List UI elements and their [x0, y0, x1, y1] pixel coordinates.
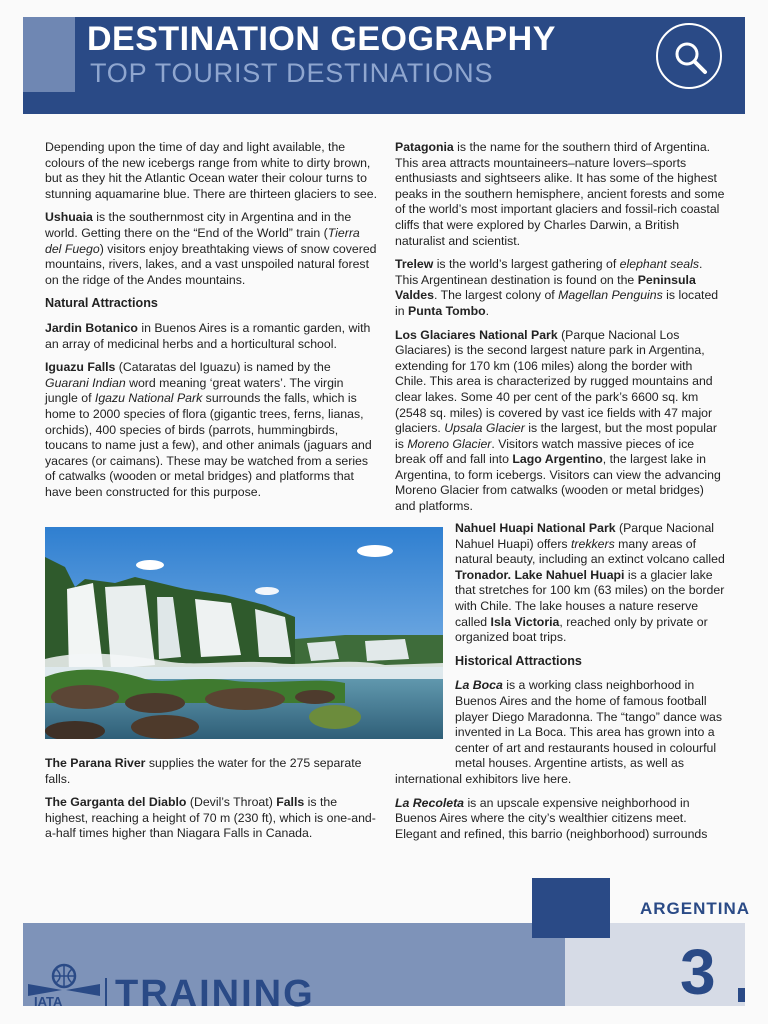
ushuaia-text: is the southernmost city in Argentina and in the world. Getting there on the “End of the World” train ( — [45, 210, 352, 240]
trelew-bold-2: Punta Tombo — [408, 303, 486, 318]
nahuel-text: (Parque Nacional Nahuel Huapi) offers — [455, 521, 715, 551]
iguazu-falls-photo — [45, 527, 443, 739]
trelew-text-5: . — [485, 303, 490, 318]
header-tab-accent — [23, 17, 75, 92]
patagonia-name: Patagonia — [395, 140, 454, 154]
natural-attractions-heading: Natural Attractions — [45, 296, 158, 311]
laboca-text: is a working class neighborhood in Buenos Aires and the home of famous football player Diego Maradonna. The “tango” dance was invented in La Boca. This area has grown into a center of art and restaurants housed in colourful metal houses. Argentine artists, as well as international exhibitors live here. — [395, 678, 723, 786]
jardin-paragraph — [45, 321, 377, 352]
right-column — [395, 140, 725, 523]
trelew-italic: elephant seals — [619, 257, 699, 272]
glaciares-name: Los Glaciares National Park — [395, 327, 558, 342]
left-column-lower — [45, 756, 377, 850]
jardin-text: in Buenos Aires is a romantic garden, with an array of medicinal herbs and a horticultural school. — [45, 320, 371, 351]
nahuel-bold-2: Isla Victoria — [490, 614, 560, 629]
glaciares-text: (Parque Nacional Los Glaciares) is the second largest nature park in Argentina, extending for 170 km (106 miles) along the border with Chile. This area is characterized by rugged mountains and clear lakes. Some 40 per cent of the park’s 6600 sq. km (2548 sq. miles) is covered by vast ice fields with 47 major glaciers. — [395, 327, 713, 436]
garganta-text: (Devil’s Throat) — [186, 795, 277, 810]
right-column-lower — [395, 521, 725, 850]
trelew-name: Trelew — [395, 257, 434, 272]
page-number: 3 — [680, 936, 716, 1008]
patagonia-text: is the name for the southern third of Argentina. This area attracts mountaineers–nature lovers–sports enthusiasts and sightseers alike. It has some of the highest peaks in the southern hemisphere, ancient forests and some of the world’s most important glaciers and fossil-rich coastal cliffs that were explored by Charles Darwin, a British naturalist and scientist. — [395, 140, 725, 248]
logo-divider — [105, 978, 107, 1006]
iceberg-paragraph: Depending upon the time of day and light available, the colours of the new icebergs range from white to dirty brown, but as they hit the Atlantic Ocean water their colour turns to stunning aquamarine blue. There are thirteen glaciers to see. — [45, 140, 377, 201]
trelew-paragraph — [395, 257, 725, 319]
footer-accent-square — [532, 878, 610, 938]
parana-text: supplies the water for the 275 separate falls. — [45, 756, 362, 786]
patagonia-paragraph — [395, 140, 725, 249]
training-wordmark: TRAINING — [115, 973, 315, 1008]
garganta-name: The Garganta del Diablo — [45, 795, 187, 810]
trelew-text-4: is located in — [395, 288, 719, 318]
iguazu-text-3: surrounds the falls, which is home to 2000 species of flora (gigantic trees, ferns, lianas, orchids), 400 species of birds (parrots, hummingbirds, toucans to name just a few), and other animals (jaguars and yacares (or caimans). These may be watched from a series of catwalks (wooden or metal bridges) and platforms that have been constructed for this purpose. — [45, 391, 372, 499]
page-number-dot — [738, 988, 745, 1002]
historical-attractions-heading: Historical Attractions — [455, 653, 582, 668]
nahuel-text-4: , reached only by private or organized boat trips. — [455, 614, 708, 645]
iata-logo — [26, 962, 102, 1011]
parana-name: The Parana River — [45, 756, 146, 770]
nahuel-text-2: many areas of natural beauty, including an extinct volcano called — [455, 536, 725, 567]
iguazu-italic: Guarani Indian — [45, 375, 126, 390]
glaciares-text-2: is the largest, but the most popular is — [395, 421, 717, 451]
search-button[interactable] — [656, 23, 722, 89]
laboca-name: La Boca — [455, 678, 503, 693]
page-subtitle: TOP TOURIST DESTINATIONS — [90, 58, 494, 88]
trelew-italic-2: Magellan Penguins — [558, 288, 663, 303]
left-column — [45, 140, 377, 508]
svg-text:IATA: IATA — [34, 994, 63, 1006]
garganta-bold: Falls — [276, 795, 305, 810]
garganta-paragraph — [45, 795, 377, 842]
iguazu-name: Iguazu Falls — [45, 360, 116, 375]
jardin-name: Jardin Botanico — [45, 320, 138, 335]
glaciares-text-4: , the largest lake in Argentina, to form icebergs. Visitors can view the advancing Moreno Glacier from catwalks (wooden or metal bridges) and platforms. — [395, 452, 721, 514]
glaciares-paragraph — [395, 328, 725, 515]
nahuel-italic: trekkers — [570, 536, 615, 551]
nahuel-bold: Tronador. Lake Nahuel Huapi — [455, 567, 625, 582]
glaciares-text-3: . Visitors watch massive pieces of ice break off and fall into — [395, 436, 695, 467]
recoleta-paragraph — [395, 796, 725, 843]
ushuaia-text-2: ) visitors enjoy breathtaking views of snow covered mountains, rivers, lakes, and a vast unspoiled natural forest on the ridge of the Andes mountains. — [45, 241, 377, 287]
garganta-text-2: is the highest, reaching a height of 70 m (230 ft), which is one-and-a-half times higher than Niagara Falls in Canada. — [45, 795, 376, 841]
iguazu-paragraph — [45, 360, 377, 500]
trelew-text-2: . This Argentinean destination is found on the — [395, 257, 703, 287]
glaciares-bold: Lago Argentino — [512, 452, 603, 467]
iguazu-italic-2: Igazu National Park — [94, 391, 203, 406]
glaciares-italic: Upsala Glacier — [444, 421, 525, 436]
ushuaia-name: Ushuaia — [45, 210, 93, 225]
search-icon — [672, 39, 710, 77]
nahuel-name: Nahuel Huapi National Park — [455, 521, 616, 535]
page-title: DESTINATION GEOGRAPHY — [87, 20, 556, 58]
trelew-bold: Peninsula Valdes — [395, 272, 696, 303]
country-label: ARGENTINA — [640, 899, 751, 918]
nahuel-text-3: is a glacier lake that stretches for 100 km (63 miles) on the border with Chile. The lake houses a nature reserve called — [455, 567, 725, 629]
glaciares-italic-2: Moreno Glacier — [407, 436, 492, 451]
recoleta-text: is an upscale expensive neighborhood in Buenos Aires where the city’s wealthier citizens meet. Elegant and refined, this barrio (neighborhood) surrounds — [395, 795, 708, 841]
ushuaia-italic: Tierra del Fuego — [45, 225, 360, 256]
photo-wrap-spacer — [395, 521, 455, 757]
iguazu-text-2: word meaning ‘great waters’. The virgin jungle of — [45, 375, 344, 406]
trelew-text-3: . The largest colony of — [433, 288, 559, 303]
trelew-text: is the world’s largest gathering of — [433, 257, 620, 272]
ushuaia-paragraph — [45, 210, 377, 288]
iguazu-text: (Cataratas del Iguazu) is named by the — [115, 360, 331, 375]
parana-paragraph — [45, 756, 377, 787]
recoleta-name: La Recoleta — [395, 795, 465, 810]
